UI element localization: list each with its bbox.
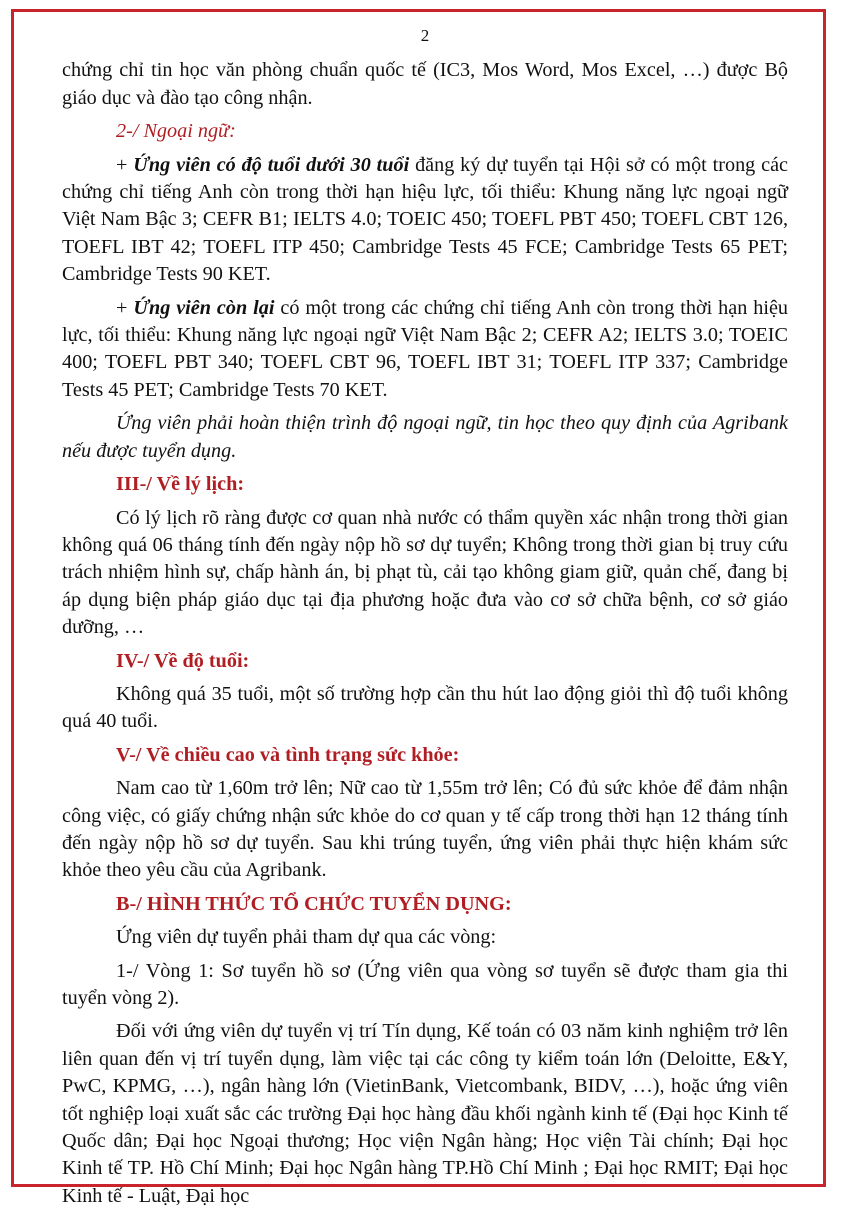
paragraph-age: Không quá 35 tuổi, một số trường hợp cần thu hút lao động giỏi thì độ tuổi không quá 40 tuổi. [62, 682, 788, 733]
bullet-prefix: + [116, 296, 134, 319]
paragraph-remaining [62, 295, 788, 405]
paragraph-it-certificates: chứng chỉ tin học văn phòng chuẩn quốc tế (IC3, Mos Word, Mos Excel, …) được Bộ giáo dục và đào tạo công nhận. [62, 59, 788, 109]
emphasis-remaining: Ứng viên còn lại [133, 296, 275, 319]
bullet-prefix: + [116, 153, 134, 176]
document-body [62, 22, 788, 1216]
paragraph-under-30 [62, 152, 788, 289]
paragraph-note: Ứng viên phải hoàn thiện trình độ ngoại ngữ, tin học theo quy định của Agribank nếu được tuyển dụng. [62, 412, 788, 462]
paragraph-background: Có lý lịch rõ ràng được cơ quan nhà nước có thẩm quyền xác nhận trong thời gian không quá 06 tháng tính đến ngày nộp hồ sơ dự tuyển; Không trong thời gian bị truy cứu trách nhiệm hình sự, chấp hành án, bị phạt tù, cải tạo không giam giữ, quản chế, đang bị áp dụng biện pháp giáo dục tại địa phương hoặc đưa vào cơ sở chữa bệnh, cơ sở giáo dưỡng, … [62, 506, 788, 639]
heading-foreign-language: 2-/ Ngoại ngữ: [116, 120, 236, 143]
paragraph-experienced-candidates: Đối với ứng viên dự tuyển vị trí Tín dụng, Kế toán có 03 năm kinh nghiệm trở lên liên quan đến vị trí tuyển dụng, làm việc tại các công ty kiểm toán lớn (Deloitte, E&Y, PwC, KPMG, …), ngân hàng lớn (VietinBank, Vietcombank, BIDV, …), hoặc ứng viên tốt nghiệp loại xuất sắc các trường Đại học hàng đầu khối ngành kinh tế (Đại học Kinh tế Quốc dân; Đại học Ngoại thương; Học viện Ngân hàng; Học viện Tài chính; Đại học Kinh tế TP. Hồ Chí Minh; Đại học Ngân hàng TP.Hồ Chí Minh ; Đại học RMIT; Đại học Kinh tế - Luật, Đại học [62, 1020, 788, 1207]
paragraph-remaining-text: có một trong các chứng chỉ tiếng Anh còn trong thời hạn hiệu lực, tối thiểu: Khung năng lực ngoại ngữ Việt Nam Bậc 2; CEFR A2; IELTS 3.0; TOEIC 400; TOEFL PBT 340; TOEFL CBT 96, TOEFL IBT 31; TOEFL ITP 337; Cambridge Tests 45 PET; Cambridge Tests 70 KET. [62, 296, 788, 401]
paragraph-round-1: 1-/ Vòng 1: Sơ tuyển hồ sơ (Ứng viên qua vòng sơ tuyển sẽ được tham gia thi tuyển vòng 2). [62, 959, 788, 1009]
page-number: 2 [420, 26, 430, 45]
heading-recruitment-form: B-/ HÌNH THỨC TỔ CHỨC TUYỂN DỤNG: [116, 892, 512, 915]
paragraph-health: Nam cao từ 1,60m trở lên; Nữ cao từ 1,55m trở lên; Có đủ sức khỏe để đảm nhận công việc, có giấy chứng nhận sức khỏe do cơ quan y tế cấp trong thời hạn 12 tháng tính đến ngày nộp hồ sơ dự tuyển. Sau khi trúng tuyển, ứng viên phải thực hiện khám sức khỏe theo yêu cầu của Agribank. [62, 777, 788, 882]
paragraph-rounds-intro: Ứng viên dự tuyển phải tham dự qua các vòng: [116, 926, 497, 949]
heading-health: V-/ Về chiều cao và tình trạng sức khỏe: [116, 743, 460, 766]
paragraph-under-30-text: đăng ký dự tuyển tại Hội sở có một trong các chứng chỉ tiếng Anh còn trong thời hạn hiệu lực, tối thiểu: Khung năng lực ngoại ngữ Việt Nam Bậc 3; CEFR B1; IELTS 4.0; TOEIC 450; TOEFL PBT 450; TOEFL CBT 126, TOEFL IBT 42; TOEFL ITP 450; Cambridge Tests 45 FCE; Cambridge Tests 65 PET; Cambridge Tests 90 KET. [62, 153, 789, 286]
heading-age: IV-/ Về độ tuổi: [116, 649, 250, 672]
emphasis-under-30: Ứng viên có độ tuổi dưới 30 tuổi [133, 153, 410, 176]
heading-background: III-/ Về lý lịch: [116, 473, 245, 496]
